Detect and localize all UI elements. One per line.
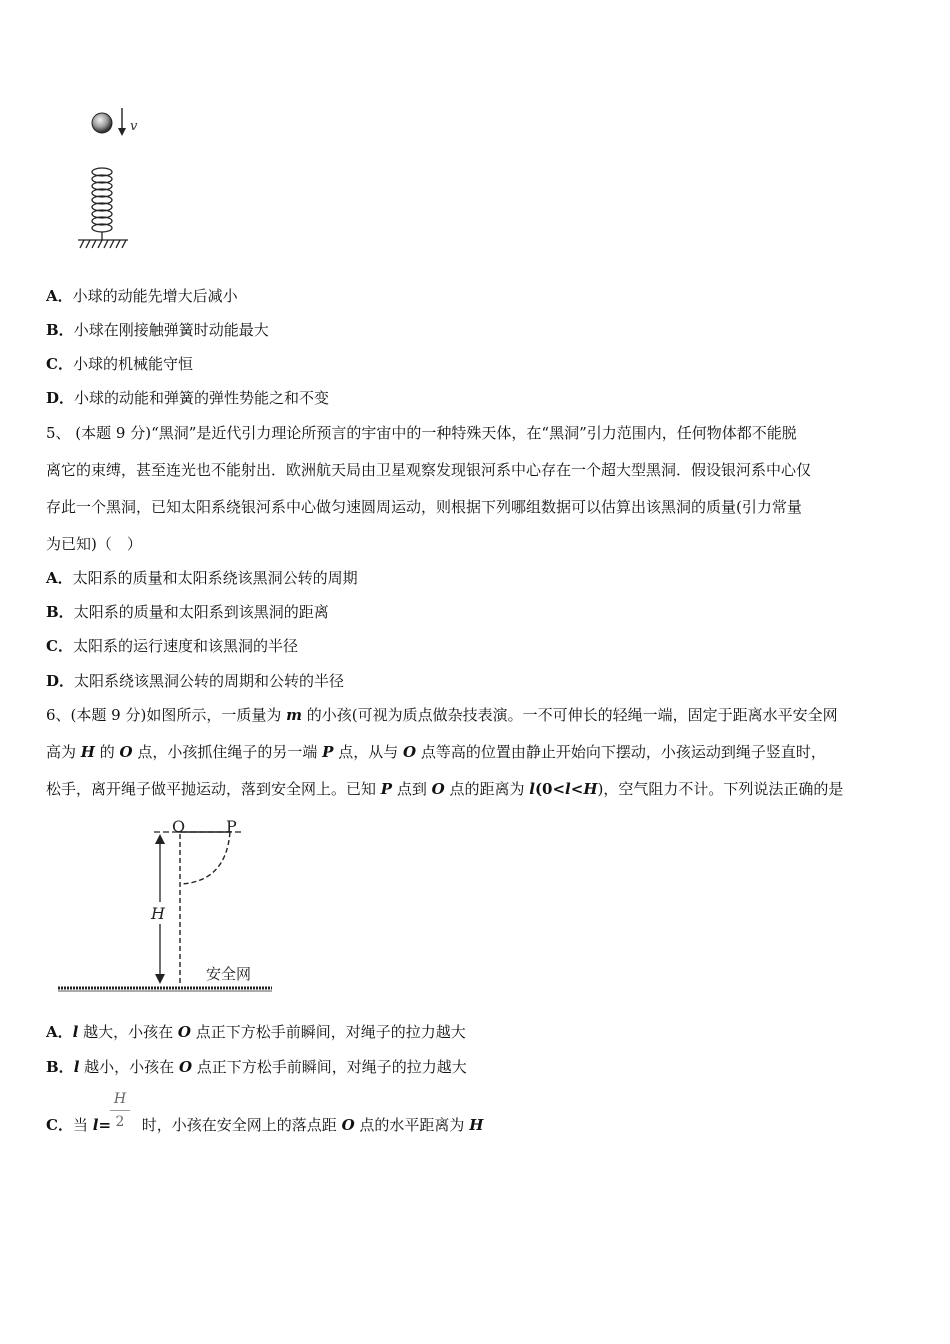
spring-ball-figure xyxy=(70,100,160,260)
fraction-h-over-2: H 2 xyxy=(110,1090,130,1131)
q5-stem-line-4: 为已知)（ ） xyxy=(46,535,142,553)
q6-option-b: B．l 越小，小孩在 O 点正下方松手前瞬间，对绳子的拉力越大 xyxy=(46,1058,467,1076)
q5-stem-line-2: 离它的束缚，甚至连光也不能射出．欧洲航天局由卫星观察发现银河系中心存在一个超大型黑洞．假设银河系中心仅 xyxy=(46,461,812,479)
point-o-label: O xyxy=(172,817,186,836)
q5-stem-line-3: 存此一个黑洞，已知太阳系绕银河系中心做匀速圆周运动，则根据下列哪组数据可以估算出该黑洞的质量(引力常量 xyxy=(46,498,802,516)
point-p-label: P xyxy=(226,817,237,836)
q5-option-d: D．太阳系绕该黑洞公转的周期和公转的半径 xyxy=(46,672,345,690)
ball xyxy=(92,113,112,133)
q6-option-c: C．当 l= 时，小孩在安全网上的落点距 O 点的水平距离为 H xyxy=(46,1116,484,1134)
q4-option-a: A．小球的动能先增大后减小 xyxy=(46,287,238,305)
ground xyxy=(78,240,128,248)
swing-arc xyxy=(180,832,230,884)
q4-option-b: B．小球在刚接触弹簧时动能最大 xyxy=(46,321,269,339)
velocity-label: v xyxy=(130,119,138,134)
q6-stem-line-2: 高为 H 的 O 点，小孩抓住绳子的另一端 P 点，从与 O 点等高的位置由静止开始向下摆动，小孩运动到绳子竖直时， xyxy=(46,743,826,761)
pendulum-figure xyxy=(50,812,285,1002)
q5-stem-line-1: 5、 (本题 9 分)“黑洞”是近代引力理论所预言的宇宙中的一种特殊天体，在“黑洞”引力范围内，任何物体都不能脱 xyxy=(46,424,797,442)
spring xyxy=(92,168,112,240)
height-label: H xyxy=(151,904,165,923)
q5-option-c: C．太阳系的运行速度和该黑洞的半径 xyxy=(46,637,298,655)
safety-net-label: 安全网 xyxy=(206,965,252,983)
q6-stem-line-3: 松手，离开绳子做平抛运动，落到安全网上。已知 P 点到 O 点的距离为 l(0<l<H)，空气阻力不计。下列说法正确的是 xyxy=(46,780,844,798)
q6-option-a: A．l 越大，小孩在 O 点正下方松手前瞬间，对绳子的拉力越大 xyxy=(46,1023,466,1041)
q4-option-c: C．小球的机械能守恒 xyxy=(46,355,193,373)
q4-option-d: D．小球的动能和弹簧的弹性势能之和不变 xyxy=(46,389,330,407)
q5-option-b: B．太阳系的质量和太阳系到该黑洞的距离 xyxy=(46,603,329,621)
q6-stem-line-1: 6、(本题 9 分)如图所示，一质量为 m 的小孩(可视为质点做杂技表演。一不可伸长的轻绳一端，固定于距离水平安全网 xyxy=(46,706,838,724)
q5-option-a: A．太阳系的质量和太阳系绕该黑洞公转的周期 xyxy=(46,569,358,587)
